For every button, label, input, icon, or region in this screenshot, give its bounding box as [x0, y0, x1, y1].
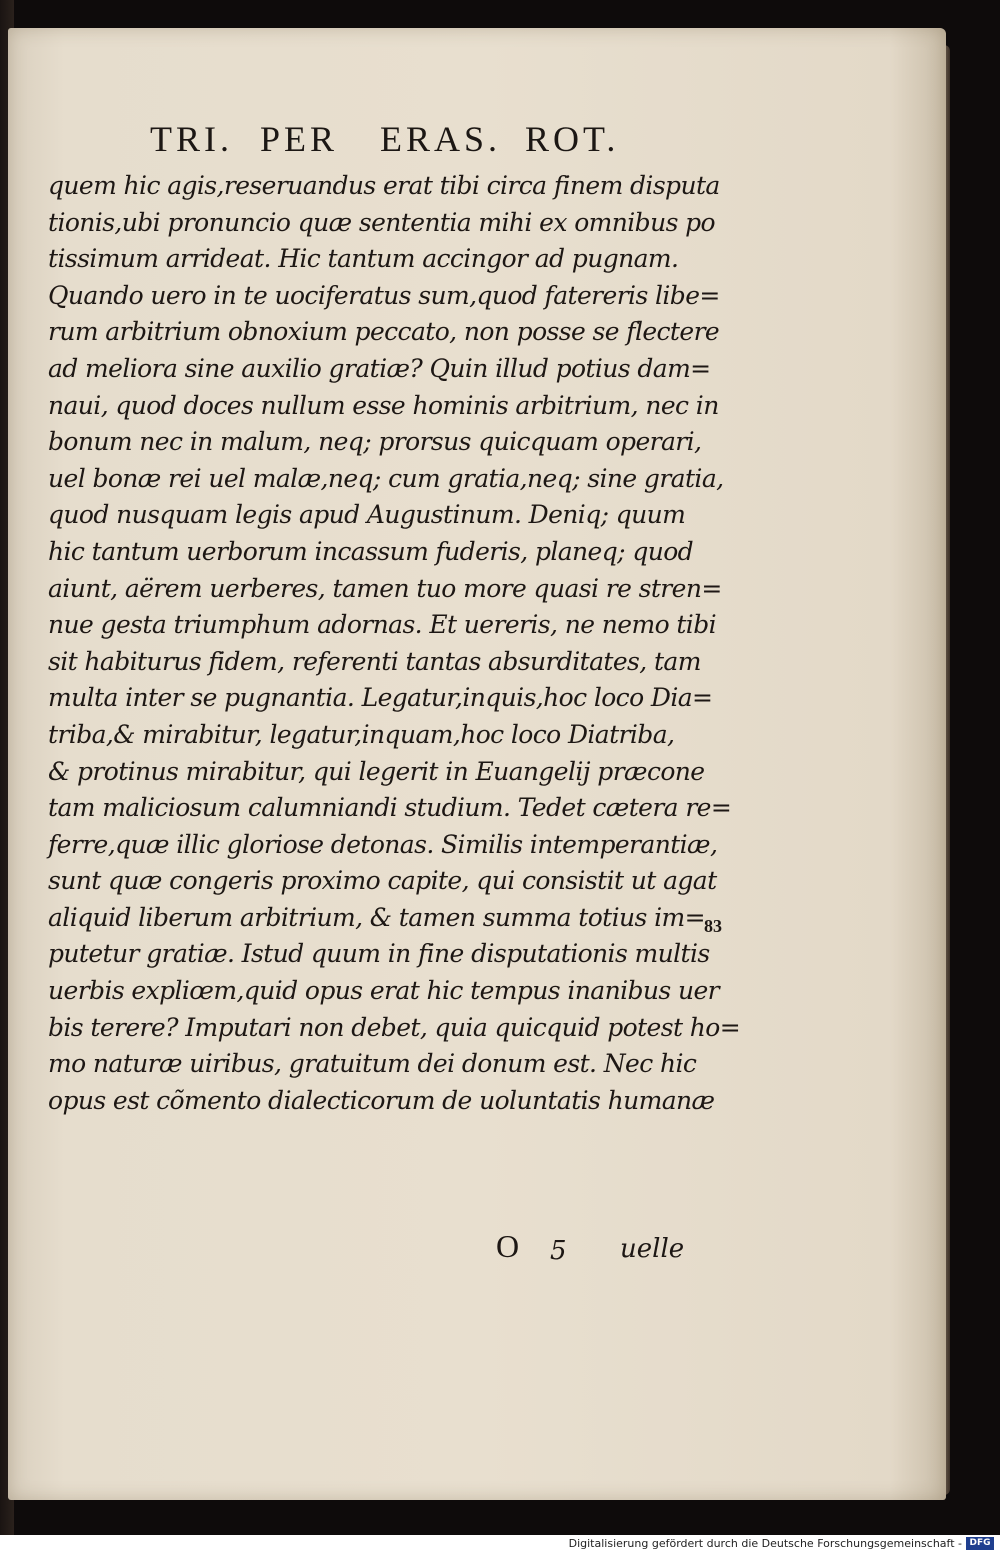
text-line: ferre,quæ illic gloriose detonas. Similis intemperantiæ,: [48, 829, 718, 859]
running-head: [150, 118, 630, 166]
text-line: quem hic agis,reseruandus erat tibi circa finem disputa: [48, 171, 720, 200]
text-line: opus est cõmento dialecticorum de uoluntatis humanæ: [48, 1085, 715, 1115]
running-head-eras: ERAS.: [380, 119, 502, 159]
text-line: Quando uero in te uociferatus sum,quod fatereris libe=: [48, 280, 720, 310]
text-line: rum arbitrium obnoxium peccato, non posse se flectere: [48, 317, 720, 347]
text-line: hic tantum uerborum incassum fuderis, planeq; quod: [48, 536, 694, 566]
text-line: naui, quod doces nullum esse hominis arbitrium, nec in: [48, 390, 719, 420]
text-line: bis terere? Imputari non debet, quia quicquid potest ho=: [48, 1012, 741, 1042]
text-line: ad meliora sine auxilio gratiæ? Quin illud potius dam=: [48, 353, 711, 383]
text-line: sunt quæ congeris proximo capite, qui consistit ut agat: [48, 866, 717, 896]
text-line: aiunt, aërem uerberes, tamen tuo more quasi re stren=: [48, 573, 722, 603]
marginal-number: 83: [704, 916, 722, 936]
text-line: quod nusquam legis apud Augustinum. Deniq; quum: [48, 500, 686, 530]
running-head-tri: TRI.: [150, 119, 233, 159]
text-line: mo naturæ uiribus, gratuitum dei donum est. Nec hic: [48, 1049, 697, 1079]
text-line: uel bonæ rei uel malæ,neq; cum gratia,neq; sine gratia,: [48, 463, 724, 493]
text-line: bonum nec in malum, neq; prorsus quicquam operari,: [48, 427, 702, 457]
signature-number: 5: [550, 1236, 567, 1266]
running-head-per: PER: [260, 119, 339, 159]
catchword: uelle: [620, 1234, 685, 1264]
funding-notice: Digitalisierung gefördert durch die Deutsche Forschungsgemeinschaft -: [568, 1537, 962, 1550]
text-line: nue gesta triumphum adornas. Et uereris, ne nemo tibi: [48, 610, 717, 640]
text-line: sit habiturus fidem, referenti tantas absurditates, tam: [48, 646, 701, 676]
text-line: & protinus mirabitur, qui legerit in Euangelij præcone: [48, 756, 705, 786]
text-line: aliquid liberum arbitrium, & tamen summa totius im=: [48, 902, 705, 932]
funding-bar: [0, 1535, 1000, 1552]
running-head-rot: ROT.: [525, 119, 620, 159]
text-line: tam maliciosum calumniandi studium. Tedet cætera re=: [48, 793, 732, 823]
text-line: putetur gratiæ. Istud quum in fine disputationis multis: [48, 939, 710, 969]
signature-mark: O: [496, 1228, 520, 1264]
text-line: triba,& mirabitur, legatur,inquam,hoc loco Diatriba,: [48, 719, 675, 749]
dfg-logo: DFG: [966, 1537, 994, 1550]
body-text: [48, 168, 741, 1119]
text-line: multa inter se pugnantia. Legatur,inquis,hoc loco Dia=: [48, 683, 713, 713]
text-line: tionis,ubi pronuncio quæ sententia mihi ex omnibus po: [48, 207, 716, 237]
text-line: uerbis expliœm,quid opus erat hic tempus inanibus uer: [48, 976, 720, 1006]
text-line: tissimum arrideat. Hic tantum accingor ad pugnam.: [48, 244, 679, 274]
